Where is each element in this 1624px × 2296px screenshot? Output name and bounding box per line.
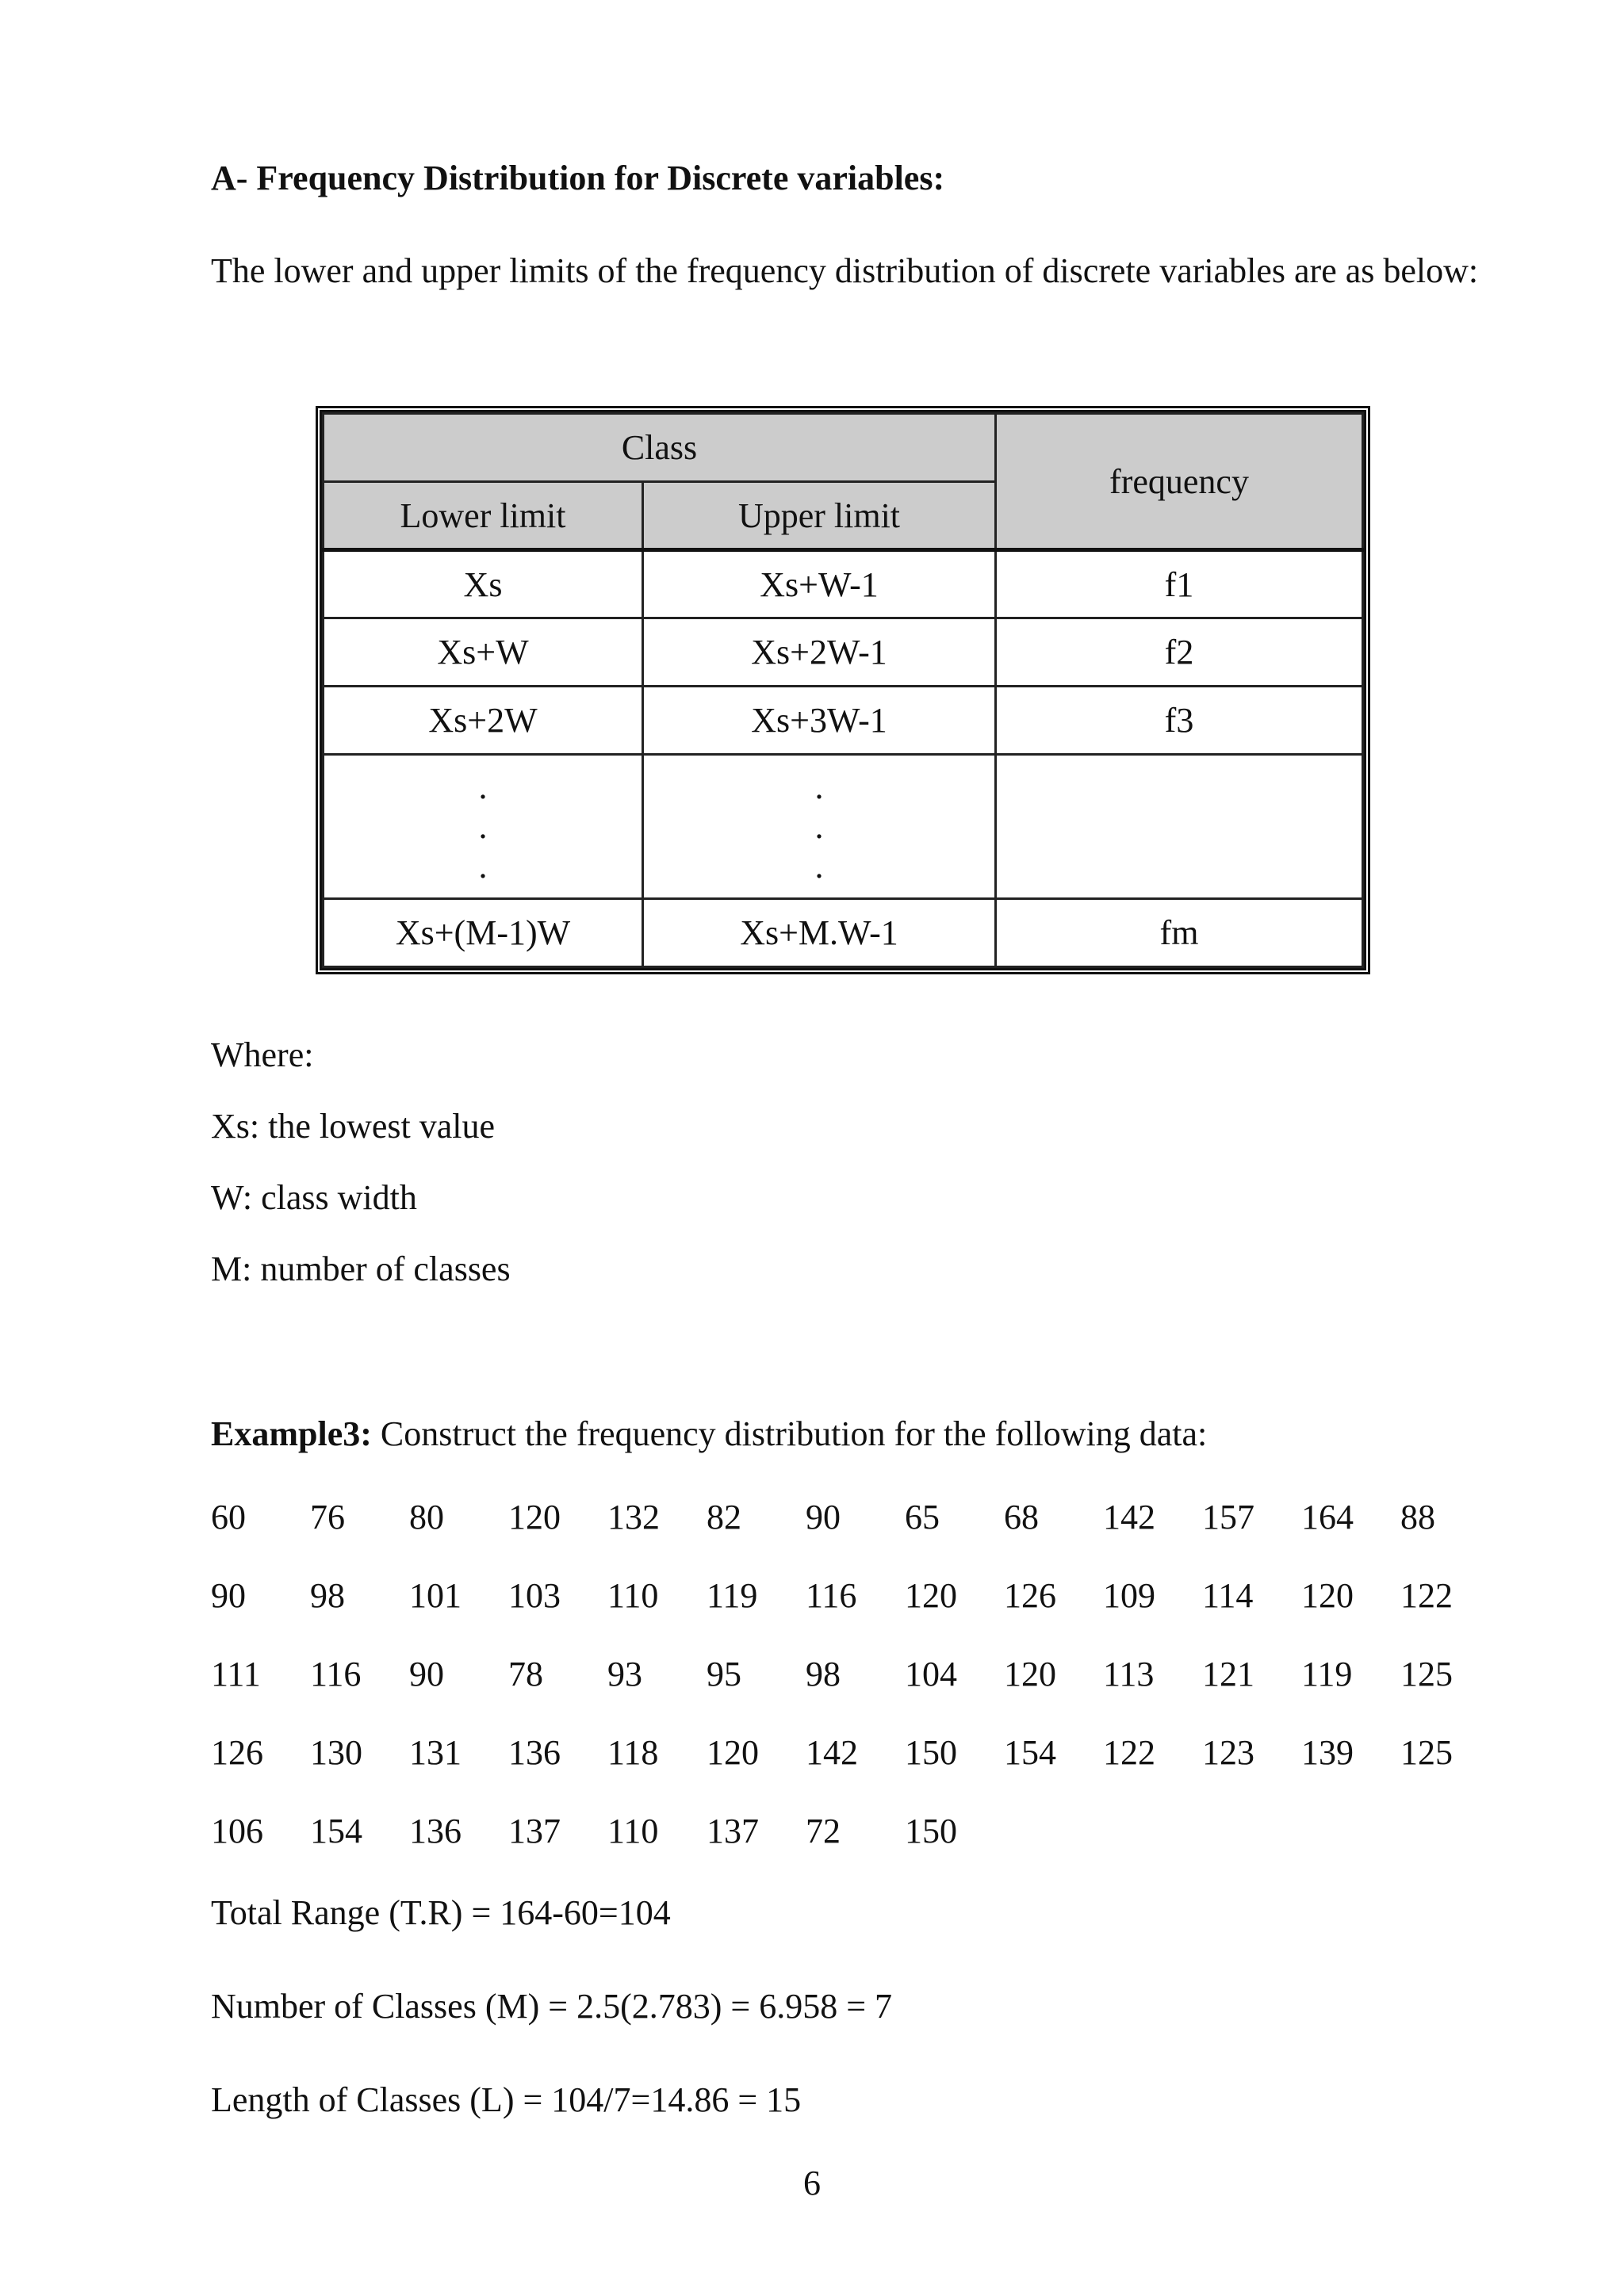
- upper-limit-header: Upper limit: [643, 482, 996, 550]
- example-text: Construct the frequency distribution for the following data:: [371, 1414, 1208, 1453]
- intro-paragraph: The lower and upper limits of the frequency distribution of discrete variables are as below:: [211, 251, 1479, 290]
- where-item: M: number of classes: [211, 1249, 511, 1288]
- upper-limit-cell: Xs+2W-1: [643, 618, 996, 687]
- example-statement: [211, 1411, 1207, 1456]
- where-label: Where:: [211, 1035, 314, 1074]
- data-row: 106 154 136 137 110 137 72 150: [211, 1812, 957, 1850]
- upper-dots: . . .: [643, 755, 996, 899]
- ellipsis-row: [324, 755, 1363, 899]
- where-item: W: class width: [211, 1178, 417, 1217]
- data-row: 60 76 80 120 132 82 90 65 68 142 157 164 88: [211, 1498, 1435, 1536]
- data-row: 111 116 90 78 93 95 98 104 120 113 121 119 125: [211, 1655, 1453, 1693]
- class-header: Class: [324, 414, 996, 482]
- where-item: Xs: the lowest value: [211, 1107, 496, 1146]
- frequency-dots-empty: [996, 755, 1363, 899]
- lower-limit-header: Lower limit: [324, 482, 643, 550]
- lower-limit-cell: Xs: [324, 550, 643, 618]
- lower-limit-cell: Xs+(M-1)W: [324, 899, 643, 967]
- frequency-cell: f2: [996, 618, 1363, 687]
- upper-limit-cell: Xs+W-1: [643, 550, 996, 618]
- number-of-classes: Number of Classes (M) = 2.5(2.783) = 6.958 = 7: [211, 1987, 893, 2026]
- data-values: [211, 1497, 1500, 1889]
- frequency-cell: f1: [996, 550, 1363, 618]
- data-row: 126 130 131 136 118 120 142 150 154 122 123 139 125: [211, 1733, 1453, 1772]
- length-of-classes: Length of Classes (L) = 104/7=14.86 = 15: [211, 2080, 802, 2119]
- upper-limit-cell: Xs+M.W-1: [643, 899, 996, 967]
- class-limits-table: [316, 406, 1370, 974]
- page-number: 6: [803, 2164, 821, 2202]
- lower-limit-cell: Xs+2W: [324, 687, 643, 755]
- table-row: [324, 899, 1363, 967]
- data-row: 90 98 101 103 110 119 116 120 126 109 114 120 122: [211, 1576, 1453, 1615]
- table-row: [324, 618, 1363, 687]
- table-row: [324, 687, 1363, 755]
- section-heading: A- Frequency Distribution for Discrete variables:: [211, 159, 945, 197]
- lower-dots: . . .: [324, 755, 643, 899]
- example-label: Example3:: [211, 1414, 372, 1453]
- upper-limit-cell: Xs+3W-1: [643, 687, 996, 755]
- total-range: Total Range (T.R) = 164-60=104: [211, 1893, 671, 1932]
- frequency-cell: fm: [996, 899, 1363, 967]
- lower-limit-cell: Xs+W: [324, 618, 643, 687]
- table-row: [324, 550, 1363, 618]
- frequency-header: frequency: [996, 414, 1363, 550]
- frequency-cell: f3: [996, 687, 1363, 755]
